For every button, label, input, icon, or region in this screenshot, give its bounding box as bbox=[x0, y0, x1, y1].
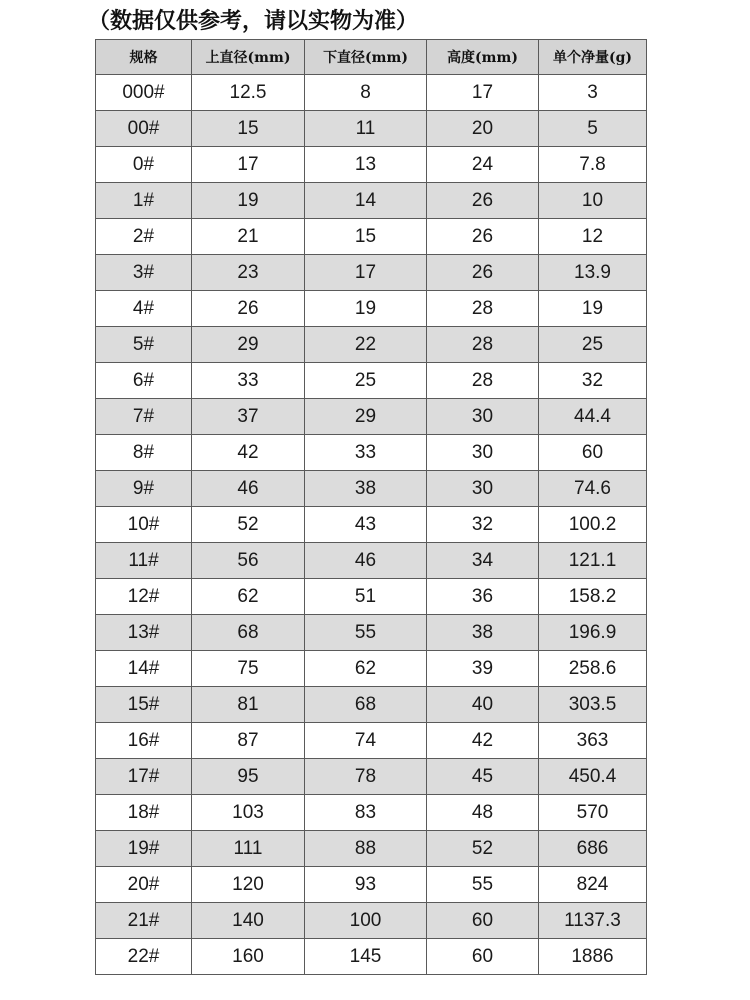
cell-bottom-diameter: 33 bbox=[305, 435, 427, 471]
cell-spec: 9# bbox=[96, 471, 192, 507]
cell-height: 30 bbox=[427, 471, 539, 507]
cell-bottom-diameter: 43 bbox=[305, 507, 427, 543]
cell-top-diameter: 42 bbox=[192, 435, 305, 471]
table-row bbox=[96, 327, 647, 363]
cell-spec: 4# bbox=[96, 291, 192, 327]
cell-top-diameter: 68 bbox=[192, 615, 305, 651]
cell-spec: 22# bbox=[96, 939, 192, 975]
cell-bottom-diameter: 83 bbox=[305, 795, 427, 831]
cell-spec: 8# bbox=[96, 435, 192, 471]
cell-height: 17 bbox=[427, 75, 539, 111]
cell-top-diameter: 19 bbox=[192, 183, 305, 219]
cell-top-diameter: 37 bbox=[192, 399, 305, 435]
cell-top-diameter: 56 bbox=[192, 543, 305, 579]
cell-height: 60 bbox=[427, 939, 539, 975]
table-row bbox=[96, 903, 647, 939]
cell-height: 28 bbox=[427, 327, 539, 363]
cell-spec: 00# bbox=[96, 111, 192, 147]
cell-top-diameter: 120 bbox=[192, 867, 305, 903]
cell-height: 26 bbox=[427, 183, 539, 219]
table-row bbox=[96, 867, 647, 903]
cell-bottom-diameter: 11 bbox=[305, 111, 427, 147]
cell-height: 39 bbox=[427, 651, 539, 687]
cell-net-weight: 3 bbox=[539, 75, 647, 111]
cell-spec: 6# bbox=[96, 363, 192, 399]
table-row bbox=[96, 831, 647, 867]
cell-bottom-diameter: 88 bbox=[305, 831, 427, 867]
cell-height: 34 bbox=[427, 543, 539, 579]
cell-top-diameter: 75 bbox=[192, 651, 305, 687]
cell-net-weight: 74.6 bbox=[539, 471, 647, 507]
cell-spec: 11# bbox=[96, 543, 192, 579]
cell-spec: 5# bbox=[96, 327, 192, 363]
cell-net-weight: 121.1 bbox=[539, 543, 647, 579]
table-row bbox=[96, 399, 647, 435]
cell-spec: 3# bbox=[96, 255, 192, 291]
spec-table bbox=[95, 39, 647, 975]
cell-net-weight: 450.4 bbox=[539, 759, 647, 795]
cell-spec: 0# bbox=[96, 147, 192, 183]
header-height: 高度(mm) bbox=[427, 40, 539, 75]
table-row bbox=[96, 543, 647, 579]
cell-bottom-diameter: 74 bbox=[305, 723, 427, 759]
cell-height: 20 bbox=[427, 111, 539, 147]
cell-net-weight: 196.9 bbox=[539, 615, 647, 651]
cell-net-weight: 1137.3 bbox=[539, 903, 647, 939]
cell-spec: 12# bbox=[96, 579, 192, 615]
table-row bbox=[96, 579, 647, 615]
table-row bbox=[96, 363, 647, 399]
cell-height: 52 bbox=[427, 831, 539, 867]
page-title: （数据仅供参考，请以实物为准） bbox=[88, 8, 419, 34]
cell-top-diameter: 17 bbox=[192, 147, 305, 183]
cell-net-weight: 19 bbox=[539, 291, 647, 327]
cell-height: 24 bbox=[427, 147, 539, 183]
cell-top-diameter: 140 bbox=[192, 903, 305, 939]
cell-spec: 17# bbox=[96, 759, 192, 795]
cell-net-weight: 60 bbox=[539, 435, 647, 471]
cell-height: 32 bbox=[427, 507, 539, 543]
cell-height: 38 bbox=[427, 615, 539, 651]
cell-spec: 1# bbox=[96, 183, 192, 219]
cell-top-diameter: 15 bbox=[192, 111, 305, 147]
cell-height: 60 bbox=[427, 903, 539, 939]
cell-bottom-diameter: 17 bbox=[305, 255, 427, 291]
cell-spec: 19# bbox=[96, 831, 192, 867]
cell-top-diameter: 33 bbox=[192, 363, 305, 399]
cell-top-diameter: 111 bbox=[192, 831, 305, 867]
cell-spec: 14# bbox=[96, 651, 192, 687]
cell-bottom-diameter: 15 bbox=[305, 219, 427, 255]
cell-net-weight: 303.5 bbox=[539, 687, 647, 723]
cell-spec: 13# bbox=[96, 615, 192, 651]
table-row bbox=[96, 147, 647, 183]
cell-net-weight: 686 bbox=[539, 831, 647, 867]
cell-bottom-diameter: 78 bbox=[305, 759, 427, 795]
cell-net-weight: 258.6 bbox=[539, 651, 647, 687]
cell-top-diameter: 81 bbox=[192, 687, 305, 723]
cell-top-diameter: 21 bbox=[192, 219, 305, 255]
cell-top-diameter: 12.5 bbox=[192, 75, 305, 111]
cell-height: 28 bbox=[427, 363, 539, 399]
table-row bbox=[96, 111, 647, 147]
cell-spec: 000# bbox=[96, 75, 192, 111]
cell-spec: 16# bbox=[96, 723, 192, 759]
table-row bbox=[96, 507, 647, 543]
table-row bbox=[96, 615, 647, 651]
cell-net-weight: 5 bbox=[539, 111, 647, 147]
cell-height: 30 bbox=[427, 399, 539, 435]
cell-height: 28 bbox=[427, 291, 539, 327]
cell-height: 48 bbox=[427, 795, 539, 831]
cell-bottom-diameter: 14 bbox=[305, 183, 427, 219]
cell-net-weight: 25 bbox=[539, 327, 647, 363]
table-row bbox=[96, 687, 647, 723]
cell-net-weight: 100.2 bbox=[539, 507, 647, 543]
cell-net-weight: 44.4 bbox=[539, 399, 647, 435]
header-net-weight: 单个净量(g) bbox=[539, 40, 647, 75]
table-header-row bbox=[96, 40, 647, 75]
cell-height: 26 bbox=[427, 219, 539, 255]
cell-net-weight: 363 bbox=[539, 723, 647, 759]
table-body bbox=[96, 75, 647, 975]
cell-height: 45 bbox=[427, 759, 539, 795]
cell-top-diameter: 46 bbox=[192, 471, 305, 507]
cell-net-weight: 1886 bbox=[539, 939, 647, 975]
cell-bottom-diameter: 29 bbox=[305, 399, 427, 435]
table-row bbox=[96, 75, 647, 111]
cell-bottom-diameter: 38 bbox=[305, 471, 427, 507]
cell-bottom-diameter: 25 bbox=[305, 363, 427, 399]
cell-top-diameter: 160 bbox=[192, 939, 305, 975]
cell-bottom-diameter: 145 bbox=[305, 939, 427, 975]
cell-height: 42 bbox=[427, 723, 539, 759]
cell-top-diameter: 26 bbox=[192, 291, 305, 327]
header-spec: 规格 bbox=[96, 40, 192, 75]
table-row bbox=[96, 795, 647, 831]
table-row bbox=[96, 255, 647, 291]
table-row bbox=[96, 939, 647, 975]
cell-height: 36 bbox=[427, 579, 539, 615]
cell-bottom-diameter: 93 bbox=[305, 867, 427, 903]
cell-net-weight: 824 bbox=[539, 867, 647, 903]
cell-top-diameter: 52 bbox=[192, 507, 305, 543]
table-row bbox=[96, 759, 647, 795]
cell-net-weight: 158.2 bbox=[539, 579, 647, 615]
table-row bbox=[96, 291, 647, 327]
cell-spec: 7# bbox=[96, 399, 192, 435]
header-bottom-diameter: 下直径(mm) bbox=[305, 40, 427, 75]
cell-net-weight: 13.9 bbox=[539, 255, 647, 291]
cell-bottom-diameter: 19 bbox=[305, 291, 427, 327]
table-row bbox=[96, 183, 647, 219]
cell-top-diameter: 29 bbox=[192, 327, 305, 363]
cell-bottom-diameter: 62 bbox=[305, 651, 427, 687]
cell-height: 30 bbox=[427, 435, 539, 471]
cell-top-diameter: 95 bbox=[192, 759, 305, 795]
cell-bottom-diameter: 8 bbox=[305, 75, 427, 111]
cell-bottom-diameter: 46 bbox=[305, 543, 427, 579]
cell-bottom-diameter: 13 bbox=[305, 147, 427, 183]
header-top-diameter: 上直径(mm) bbox=[192, 40, 305, 75]
cell-bottom-diameter: 22 bbox=[305, 327, 427, 363]
table-row bbox=[96, 723, 647, 759]
cell-spec: 15# bbox=[96, 687, 192, 723]
cell-top-diameter: 87 bbox=[192, 723, 305, 759]
cell-net-weight: 12 bbox=[539, 219, 647, 255]
cell-bottom-diameter: 51 bbox=[305, 579, 427, 615]
table-row bbox=[96, 471, 647, 507]
cell-spec: 21# bbox=[96, 903, 192, 939]
table-row bbox=[96, 219, 647, 255]
cell-spec: 10# bbox=[96, 507, 192, 543]
cell-net-weight: 10 bbox=[539, 183, 647, 219]
table-row bbox=[96, 651, 647, 687]
table-row bbox=[96, 435, 647, 471]
cell-net-weight: 7.8 bbox=[539, 147, 647, 183]
cell-net-weight: 570 bbox=[539, 795, 647, 831]
cell-spec: 20# bbox=[96, 867, 192, 903]
cell-bottom-diameter: 55 bbox=[305, 615, 427, 651]
cell-top-diameter: 23 bbox=[192, 255, 305, 291]
cell-spec: 2# bbox=[96, 219, 192, 255]
cell-net-weight: 32 bbox=[539, 363, 647, 399]
cell-bottom-diameter: 100 bbox=[305, 903, 427, 939]
cell-top-diameter: 103 bbox=[192, 795, 305, 831]
cell-spec: 18# bbox=[96, 795, 192, 831]
cell-top-diameter: 62 bbox=[192, 579, 305, 615]
cell-height: 55 bbox=[427, 867, 539, 903]
cell-bottom-diameter: 68 bbox=[305, 687, 427, 723]
cell-height: 40 bbox=[427, 687, 539, 723]
cell-height: 26 bbox=[427, 255, 539, 291]
